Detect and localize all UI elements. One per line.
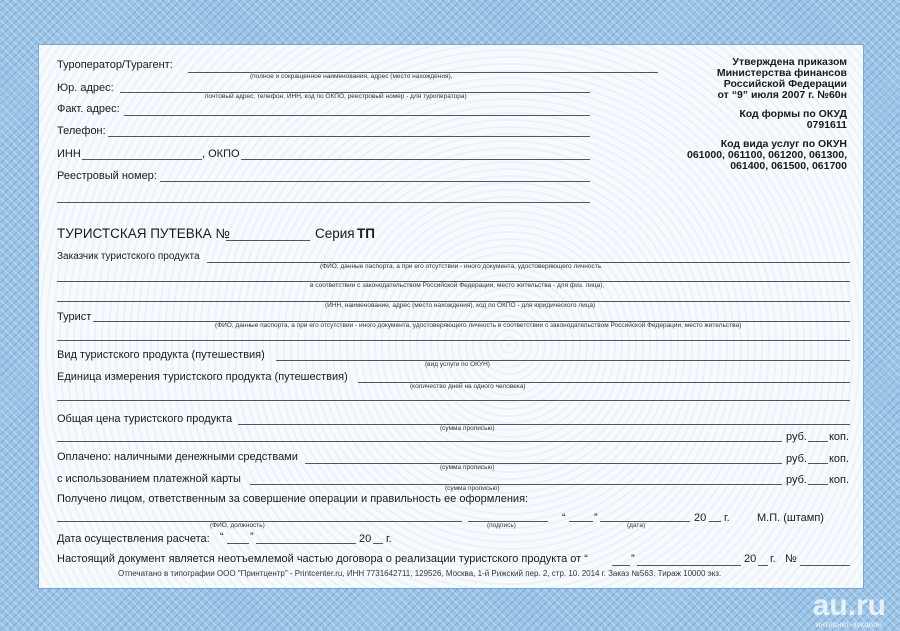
price-rub: руб. [786, 431, 807, 443]
tourist-field-2[interactable] [57, 340, 850, 341]
tourist-hint: (ФИО, данные паспорта, а при его отсутствии - иного документа, удостоверяющего личность в соответствии с законодательством Российской Федерации, место жительства) [215, 322, 742, 329]
settlement-year-suffix: г. [386, 533, 392, 545]
contract-statement: Настоящий документ является неотъемлемой частью договора о реализации туристского продукта от “ [57, 553, 588, 565]
voucher-number-field[interactable] [226, 240, 310, 241]
voucher-form [38, 44, 864, 589]
card-rub: руб. [786, 474, 807, 486]
date-day-field[interactable] [569, 521, 593, 522]
date-quote-open: “ [562, 512, 566, 524]
date-year-suffix: г. [724, 512, 730, 524]
okud-label: Код формы по ОКУД [739, 108, 847, 120]
okun-line2: 061400, 061500, 061700 [730, 160, 847, 172]
inn-field[interactable] [82, 159, 202, 160]
okpo-label: , ОКПО [202, 148, 240, 160]
product-type-hint: (вид услуги по ОКУН) [425, 361, 490, 368]
contract-quote-close: ” [631, 553, 635, 565]
card-kop: коп. [829, 474, 850, 486]
customer-label: Заказчик туристского продукта [57, 251, 200, 262]
settlement-label: Дата осуществления расчета: [57, 533, 210, 545]
approval-line4: от “9” июля 2007 г. №60н [717, 89, 847, 101]
cash-hint: (сумма прописью) [440, 464, 495, 471]
product-type-label: Вид туристского продукта (путешествия) [57, 349, 265, 361]
customer-hint-2: в соответствии с законодательством Российской Федерации, место жительства - для физ. лица), [310, 282, 605, 289]
settlement-month-field[interactable] [256, 543, 356, 544]
okud-value: 0791611 [806, 119, 847, 131]
series-label: Серия [315, 226, 355, 241]
contract-number-label: № [785, 553, 797, 565]
printer-imprint: Отпечатано в типографии ООО "Принтцентр" - Printcenter.ru, ИНН 7731642711, 129526, Москва, 1-й Рижский пер. 2, стр. 10. 2014 г. Заказ №563. Тираж 10000 экз. [118, 569, 722, 578]
okpo-field[interactable] [241, 159, 590, 160]
settlement-year: 20 [359, 533, 372, 545]
contract-year-field[interactable] [758, 565, 768, 566]
contract-day-field[interactable] [612, 565, 630, 566]
registry-field-extra[interactable] [57, 202, 590, 203]
series-value: ТП [357, 226, 375, 241]
price-kop: коп. [829, 431, 850, 443]
contract-year-suffix: г. [770, 553, 776, 565]
settlement-year-field[interactable] [373, 543, 383, 544]
operator-hint: (полное и сокращенное наименования, адрес (место нахождения), [250, 73, 453, 80]
cash-label: Оплачено: наличными денежными средствами [57, 451, 298, 463]
operator-label: Туроператор/Турагент: [57, 59, 173, 71]
settlement-quote-close: ” [250, 531, 254, 543]
approval-line1: Утверждена приказом [732, 56, 847, 68]
legal-address-hint: почтовый адрес, телефон, ИНН, код по ОКПО, реестровый номер - для туроператора) [205, 93, 467, 100]
registry-label: Реестровый номер: [57, 170, 157, 182]
au-tagline: интернет-аукцион [815, 620, 882, 629]
legal-address-label: Юр. адрес: [57, 82, 114, 94]
product-unit-hint: (количество дней на одного человека) [410, 383, 526, 390]
approval-line2: Министерства финансов [716, 67, 847, 79]
inn-label: ИНН [57, 148, 81, 160]
cash-rub: руб. [786, 453, 807, 465]
phone-label: Телефон: [57, 125, 106, 137]
date-year-field[interactable] [709, 521, 721, 522]
card-label: с использованием платежной карты [57, 473, 241, 485]
cash-field[interactable] [305, 463, 782, 464]
card-hint: (сумма прописью) [445, 485, 500, 492]
voucher-title: ТУРИСТСКАЯ ПУТЕВКА № [57, 226, 230, 241]
price-label: Общая цена туристского продукта [57, 413, 233, 425]
date-hint: (дата) [627, 522, 646, 529]
price-field-1[interactable] [238, 424, 850, 425]
phone-field[interactable] [108, 136, 590, 137]
settlement-quote-open: “ [220, 531, 224, 543]
tourist-label: Турист [57, 311, 92, 323]
cash-kop: коп. [829, 453, 850, 465]
received-label: Получено лицом, ответственным за совершение операции и правильность ее оформления: [57, 493, 529, 505]
date-quote-close: ” [594, 512, 598, 524]
price-hint: (сумма прописью) [440, 425, 495, 432]
card-kop-field[interactable] [808, 484, 828, 485]
date-year-prefix: 20 [694, 512, 707, 524]
sign-hint: (подпись) [487, 522, 516, 529]
contract-year: 20 [744, 553, 757, 565]
customer-hint-3: (ИНН, наименование, адрес (место нахождения), код по ОКПО - для юридического лица) [325, 302, 596, 309]
contract-number-field[interactable] [800, 565, 850, 566]
cash-kop-field[interactable] [808, 463, 828, 464]
product-unit-field-2[interactable] [57, 400, 850, 401]
price-kop-field[interactable] [808, 441, 828, 442]
price-field-2[interactable] [57, 441, 782, 442]
product-unit-label: Единица измерения туристского продукта (путешествия) [57, 371, 348, 383]
settlement-day-field[interactable] [227, 543, 249, 544]
fio-hint: (ФИО, должность) [210, 522, 265, 529]
okun-line1: 061000, 061100, 061200, 061300, [687, 149, 847, 161]
customer-hint-1: (ФИО, данные паспорта, а при его отсутствии - иного документа, удостоверяющего личность [320, 263, 602, 270]
actual-address-field[interactable] [124, 115, 590, 116]
registry-field[interactable] [160, 181, 590, 182]
au-logo: au.ru [812, 589, 886, 622]
card-field[interactable] [250, 484, 782, 485]
okun-label: Код вида услуг по ОКУН [720, 138, 847, 150]
approval-line3: Российской Федерации [723, 78, 847, 90]
stamp-label: М.П. (штамп) [757, 512, 824, 524]
product-type-field[interactable] [276, 360, 850, 361]
contract-month-field[interactable] [637, 565, 741, 566]
actual-address-label: Факт. адрес: [57, 103, 120, 115]
